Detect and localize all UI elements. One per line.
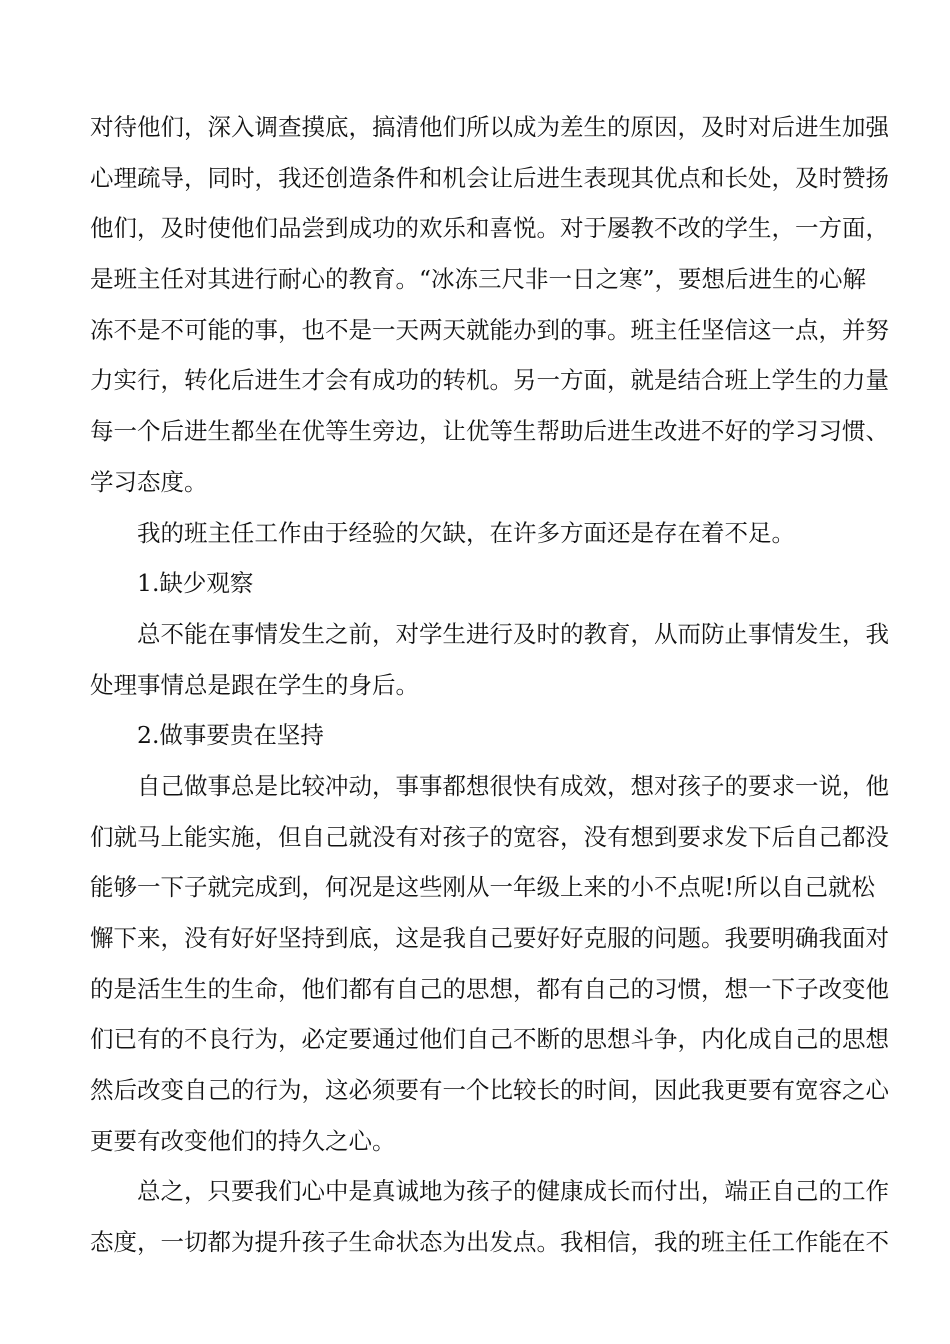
text-line: 我的班主任工作由于经验的欠缺，在许多方面还是存在着不足。: [137, 518, 795, 547]
text-line: 然后改变自己的行为，这必须要有一个比较长的时间，因此我更要有宽容之心: [90, 1076, 889, 1105]
paragraph-shortcomings-intro: [90, 508, 858, 559]
document-page: [90, 102, 889, 1268]
text-line: 们已有的不良行为，必定要通过他们自己不断的思想斗争，内化成自己的思想: [90, 1025, 889, 1054]
text-line: 学习态度。: [90, 467, 208, 496]
text-line: 更要有改变他们的持久之心。: [90, 1126, 396, 1155]
text-line: 心理疏导，同时，我还创造条件和机会让后进生表现其优点和长处，及时赞扬: [90, 163, 889, 192]
text-line: 的是活生生的生命，他们都有自己的思想，都有自己的习惯，想一下子改变他: [90, 974, 889, 1003]
text-line: 处理事情总是跟在学生的身后。: [90, 670, 419, 699]
text-line: 总不能在事情发生之前，对学生进行及时的教育，从而防止事情发生，我: [137, 619, 889, 648]
text-line: 总之，只要我们心中是真诚地为孩子的健康成长而付出，端正自己的工作: [137, 1177, 889, 1206]
text-line: 能够一下子就完成到，何况是这些刚从一年级上来的小不点呢!所以自己就松: [90, 873, 875, 902]
text-line: 力实行，转化后进生才会有成功的转机。另一方面，就是结合班上学生的力量: [90, 366, 889, 395]
paragraph-backward-students: [90, 102, 889, 508]
text-line: 他们，及时使他们品尝到成功的欢乐和喜悦。对于屡教不改的学生，一方面，: [90, 214, 889, 243]
paragraph-persistence: [90, 761, 889, 1167]
text-line: 们就马上能实施，但自己就没有对孩子的宽容，没有想到要求发下后自己都没: [90, 822, 889, 851]
section-heading-observation: 1.缺少观察: [137, 569, 254, 598]
text-line: 冻不是不可能的事，也不是一天两天就能办到的事。班主任坚信这一点，并努: [90, 315, 889, 344]
text-line: 自己做事总是比较冲动，事事都想很快有成效，想对孩子的要求一说，他: [137, 771, 889, 800]
text-line: 是班主任对其进行耐心的教育。“冰冻三尺非一日之寒”，要想后进生的心解: [90, 265, 867, 294]
text-line: 对待他们，深入调查摸底，搞清他们所以成为差生的原因，及时对后进生加强: [90, 113, 889, 141]
text-line: 每一个后进生都坐在优等生旁边，让优等生帮助后进生改进不好的学习习惯、: [90, 417, 889, 446]
text-line: 懈下来，没有好好坚持到底，这是我自己要好好克服的问题。我要明确我面对: [90, 924, 889, 952]
paragraph-conclusion: [90, 1166, 889, 1267]
section-heading-persistence: 2.做事要贵在坚持: [137, 721, 324, 750]
paragraph-observation: [90, 609, 889, 710]
text-line: 态度，一切都为提升孩子生命状态为出发点。我相信，我的班主任工作能在不: [90, 1228, 889, 1257]
